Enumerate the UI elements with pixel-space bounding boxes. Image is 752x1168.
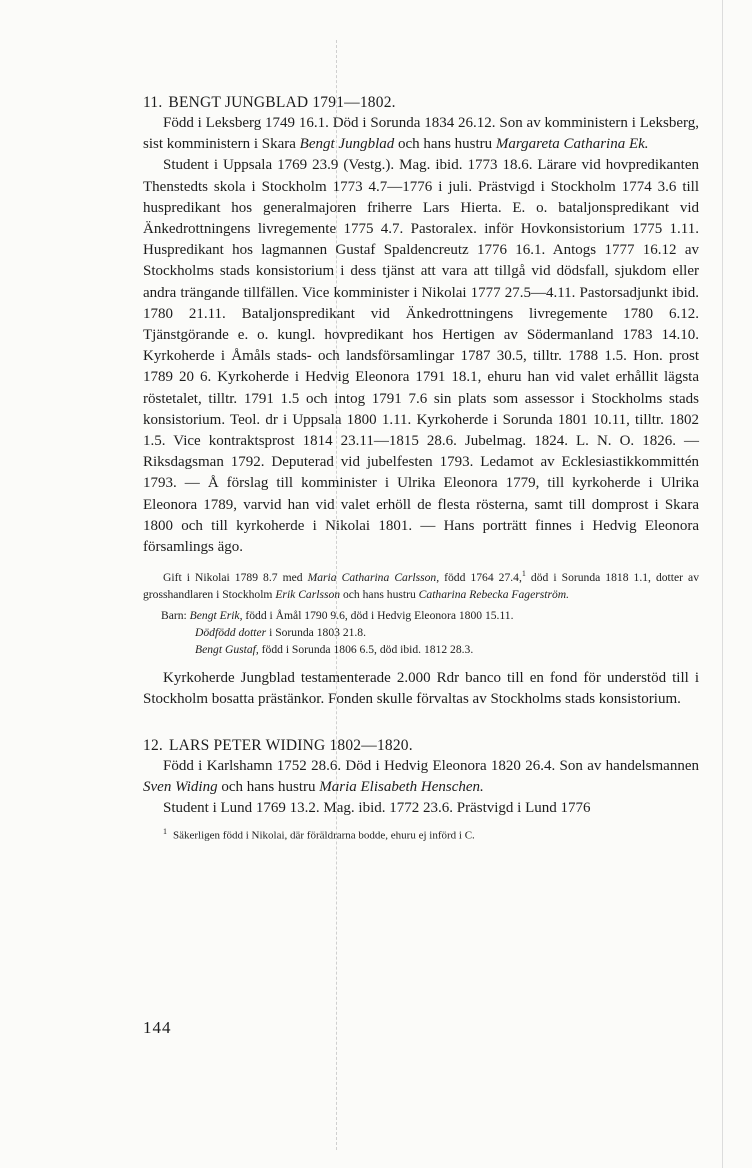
entry-years: 1791—1802. [312,94,396,111]
child-row: Barn: Bengt Erik, född i Åmål 1790 9.6, död i Hedvig Eleonora 1800 15.11. [161,609,514,623]
father-name: Sven Widing [143,778,218,795]
entry-12 [143,735,699,820]
entry-11 [143,92,699,711]
career-paragraph: Student i Lund 1769 13.2. Mag. ibid. 1772 23.6. Prästvigd i Lund 1776 [163,799,591,816]
children-label: Barn: [161,609,187,623]
marriage-paragraph: Gift i Nikolai 1789 8.7 med Maria Catharina Carlsson, född 1764 27.4,$^1$ död i Sorunda 1818 1.1, dotter av grosshandlaren i Stockholm Erik Carlsson och hans hustru Catharina Rebecka Fagerström. [143,569,699,602]
entry-heading [143,735,699,756]
children-list [161,607,699,658]
page-number: 144 [143,1018,172,1037]
father-name: Bengt Jungblad [299,136,395,153]
wife-father-name: Erik Carlsson [275,588,341,602]
entry-number: 12. [143,736,163,754]
mother-name: Maria Elisabeth Henschen. [319,778,484,795]
entry-years: 1802—1820. [329,736,413,754]
testament-paragraph: Kyrkoherde Jungblad testamenterade 2.000 Rdr banco till en fond för understöd till i Stockholm bosatta prästänkor. Fonden skulle förvaltas av Stockholms stads konsistorium. [143,670,699,708]
entry-name: BENGT JUNGBLAD [168,94,309,111]
wife-name: Maria Catharina Carlsson, [307,571,440,585]
footnote-ref: 1 [521,569,526,579]
footnote [163,824,699,844]
entry-name: LARS PETER WIDING [168,736,326,754]
child-row: Dödfödd dotter i Sorunda 1803 21.8. [195,626,367,640]
child-row: Bengt Gustaf, född i Sorunda 1806 6.5, död ibid. 1812 28.3. [195,643,474,657]
career-paragraph: Student i Uppsala 1769 23.9 (Vestg.). Mag. ibid. 1773 18.6. Lärare vid hovpredikanten Thenstedts skola i Stockholm 1773 4.7—1776 i juli. Prästvigd i Stockholm 1774 3.6 till huspredikant hos generalmajoren friherre Lars Hierta. E. o. bataljonspredikant vid Änkedrottningens livregemente 1775 4.7. Pastoralex. inför Hovkonsistorium 1775 1.11. Huspredikant hos lagmannen Gustaf Spaldencreutz 1776 16.1. Antogs 1777 16.12 av Stockholms stads konsistorium i dess tjänst att vara att tillgå vid dödsfall, sjukdom eller andra trängande tillfällen. Vice komminister i Nikolai 1777 27.5—4.11. Pastorsadjunkt ibid. 1780 21.11. Bataljonspredikant vid Änkedrottningens livregemente 1780 6.12. Tjänstgörande e. o. kungl. hovpredikant hos Hertigen av Södermanland 1783 14.10. Kyrkoherde i Åmåls stads- och landsförsamlingar 1787 30.5, tilltr. 1788 1.5. Hon. prost 1789 20 6. Kyrkoherde i Hedvig Eleonora 1791 18.1, ehuru han vid valet erhållit lägsta röstetalet, tilltr. 1791 1.5 och intog 1791 7.6 sin plats som assessor i Stockholms stads konsistorium. Teol. dr i Uppsala 1800 1.11. Kyrkoherde i Sorunda 1801 10.11, tilltr. 1802 1.5. Vice kontraktsprost 1814 23.11—1815 28.6. Jubelmag. 1824. L. N. O. 1826. — Riksdagsman 1792. Deputerad vid jubelfesten 1793. Ledamot av Ecklesiastikkommittén 1793. — Å förslag till komminister i Ulrika Eleonora 1779, till kyrkoherde i Ulrika Eleonora 1789, varvid han vid valet erhöll de flesta rösterna, samt till domprost i Skara 1800 och till kyrkoherde i Nikolai 1801. — Hans porträtt finnes i Hedvig Eleonora församlings ägo. [143,157,699,556]
document-page [143,92,699,844]
birth-paragraph: Född i Leksberg 1749 16.1. Död i Sorunda 1834 26.12. Son av komministern i Leksberg, sist komministern i Skara Bengt Jungblad och hans hustru Margareta Catharina Ek. [143,115,699,153]
entry-number: 11. [143,94,163,111]
entry-heading [143,92,699,113]
wife-mother-name: Catharina Rebecka Fagerström. [418,588,570,602]
mother-name: Margareta Catharina Ek. [495,136,649,153]
footnote-mark: 1 [163,827,167,837]
page-edge [722,0,723,1168]
footnote-text: Säkerligen född i Nikolai, där föräldrarna bodde, ehuru ej införd i C. [173,829,475,842]
birth-paragraph: Född i Karlshamn 1752 28.6. Död i Hedvig Eleonora 1820 26.4. Son av handelsmannen Sven Widing och hans hustru Maria Elisabeth Henschen. [143,757,699,795]
